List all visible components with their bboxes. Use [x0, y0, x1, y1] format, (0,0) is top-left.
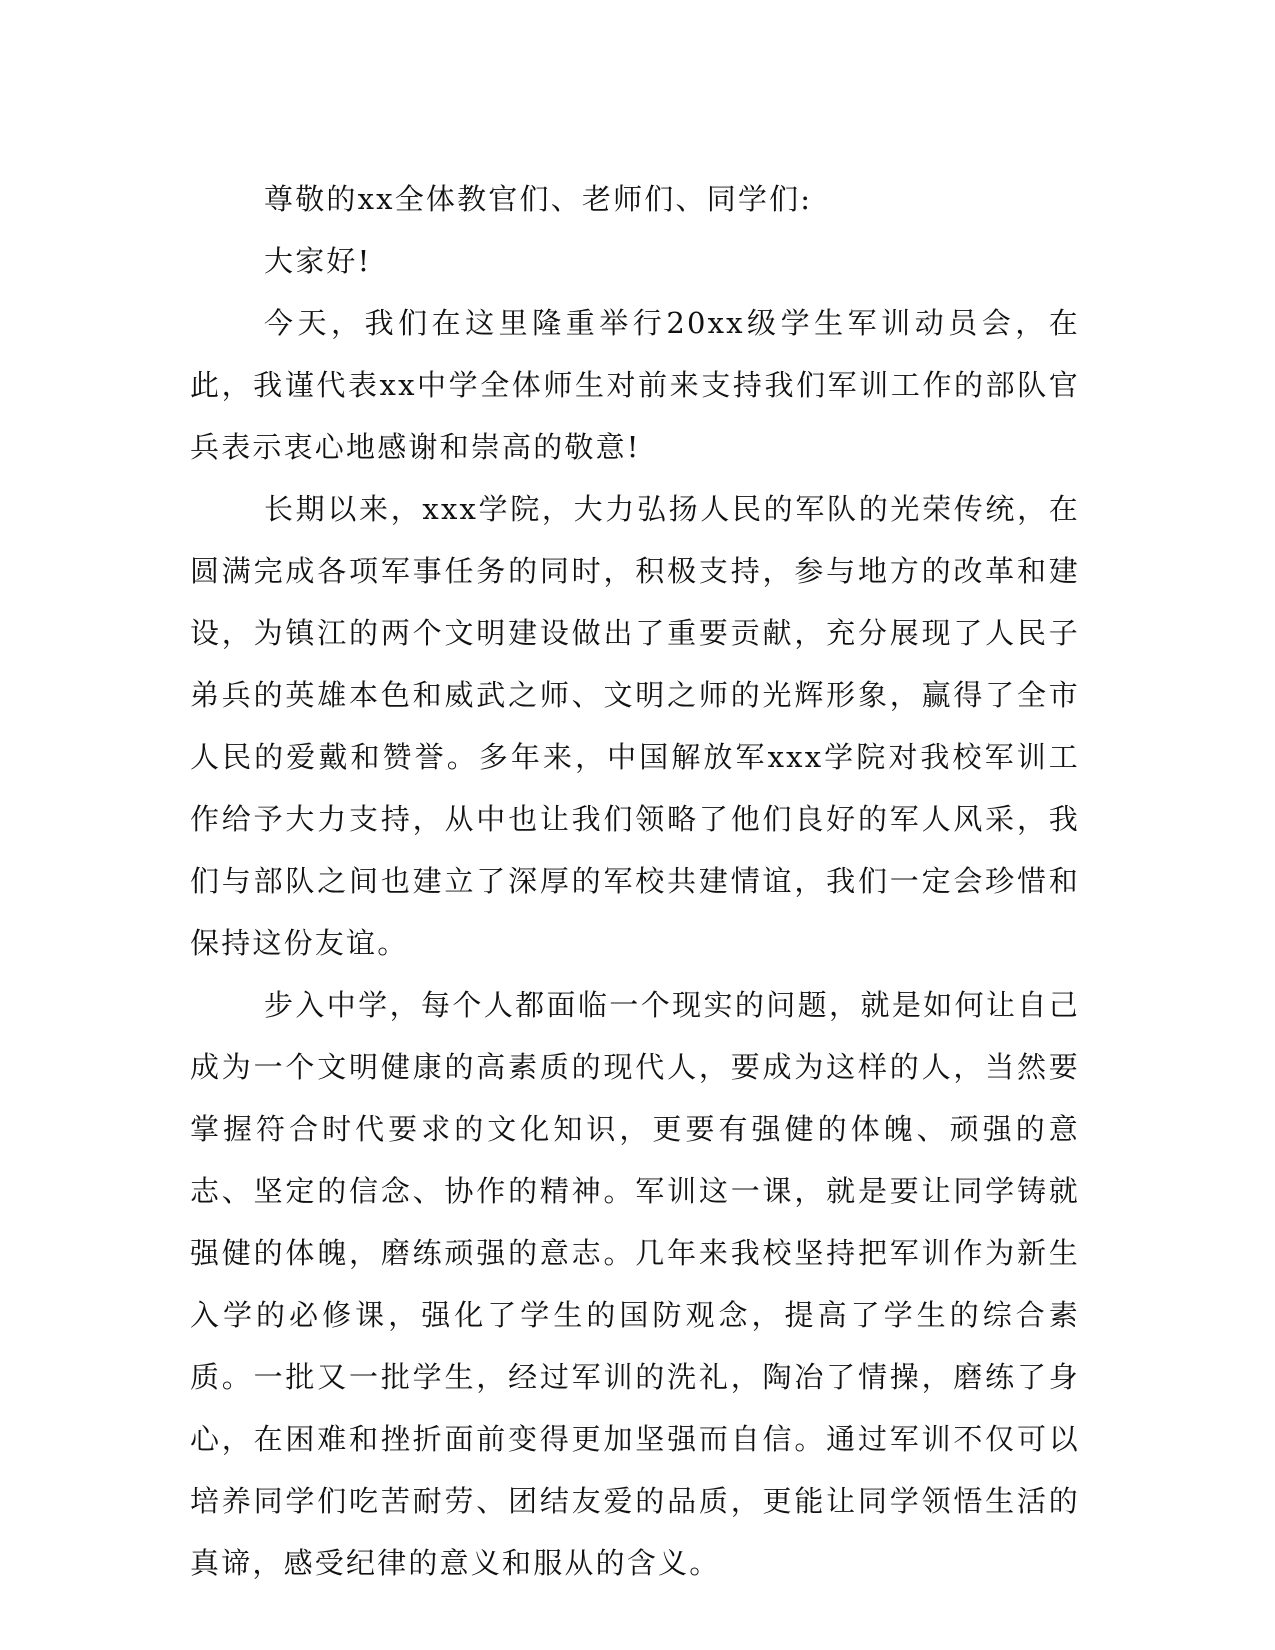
paragraph-opening: 今天，我们在这里隆重举行20xx级学生军训动员会，在此，我谨代表xx中学全体师生对前来支持我们军训工作的部队官兵表示衷心地感谢和崇高的敬意!	[190, 306, 1080, 464]
paragraph-training: 步入中学，每个人都面临一个现实的问题，就是如何让自己成为一个文明健康的高素质的现代人，要成为这样的人，当然要掌握符合时代要求的文化知识，更要有强健的体魄、顽强的意志、坚定的信念、协作的精神。军训这一课，就是要让同学铸就强健的体魄，磨练顽强的意志。几年来我校坚持把军训作为新生入学的必修课，强化了学生的国防观念，提高了学生的综合素质。一批又一批学生，经过军训的洗礼，陶冶了情操，磨练了身心，在困难和挫折面前变得更加坚强而自信。通过军训不仅可以培养同学们吃苦耐劳、团结友爱的品质，更能让同学领悟生活的真谛，感受纪律的意义和服从的含义。	[190, 988, 1080, 1580]
document-body	[190, 168, 1080, 1594]
paragraph-academy: 长期以来，xxx学院，大力弘扬人民的军队的光荣传统，在圆满完成各项军事任务的同时，积极支持，参与地方的改革和建设，为镇江的两个文明建设做出了重要贡献，充分展现了人民子弟兵的英雄本色和威武之师、文明之师的光辉形象，赢得了全市人民的爱戴和赞誉。多年来，中国解放军xxx学院对我校军训工作给予大力支持，从中也让我们领略了他们良好的军人风采，我们与部队之间也建立了深厚的军校共建情谊，我们一定会珍惜和保持这份友谊。	[190, 492, 1080, 960]
greeting: 大家好!	[264, 244, 372, 278]
salutation: 尊敬的xx全体教官们、老师们、同学们:	[264, 182, 813, 216]
